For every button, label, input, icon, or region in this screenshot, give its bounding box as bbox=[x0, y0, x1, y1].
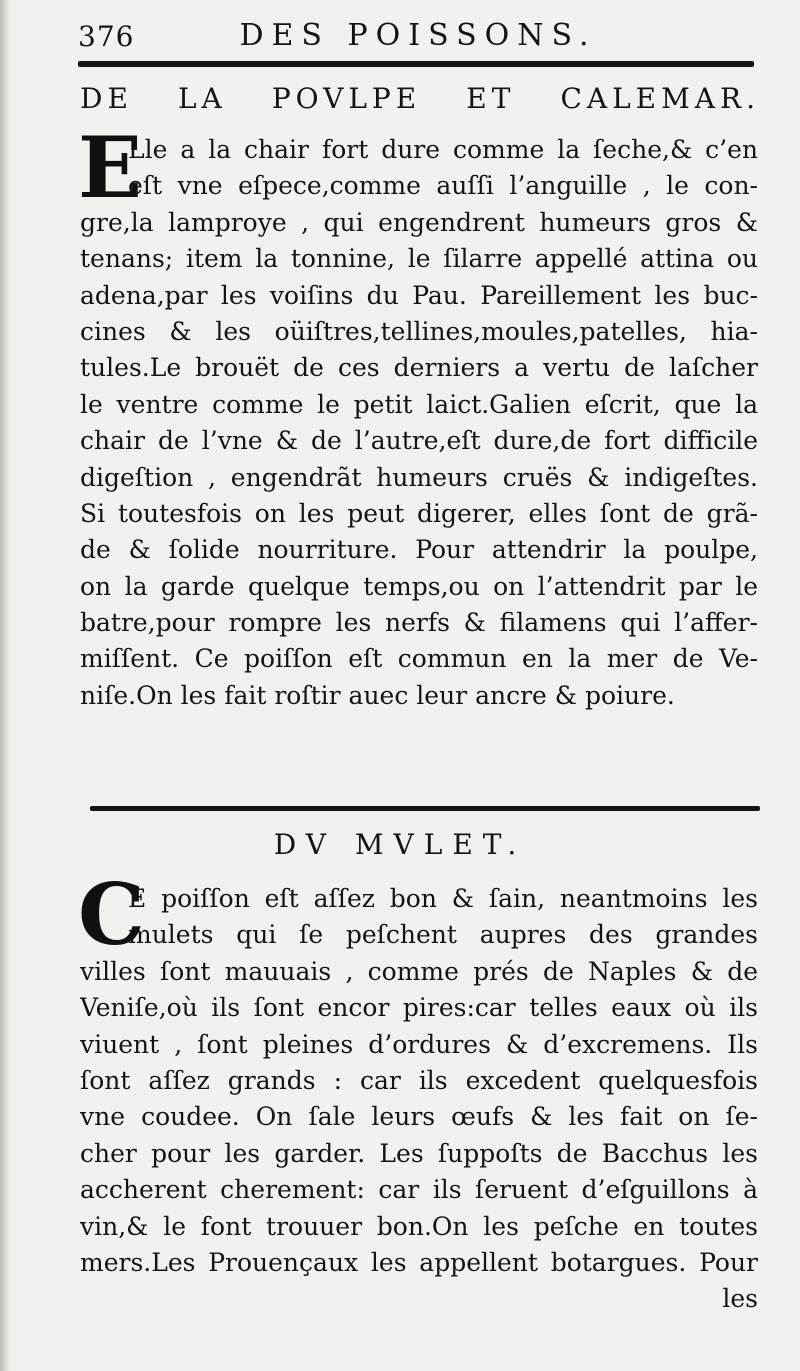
text-line: chair de l’vne & de l’autre,eſt dure,de fort difficile bbox=[80, 426, 758, 456]
section-rule bbox=[90, 806, 760, 811]
text-line: cines & les oüiſtres,tellines,moules,patelles, hia- bbox=[80, 316, 758, 346]
section-heading-poulpe: DE LA POVLPE ET CALEMAR. bbox=[80, 82, 760, 115]
text-line: batre,pour rompre les nerfs & filamens qui l’affer- bbox=[80, 608, 758, 638]
text-line: mers.Les Prouençaux les appellent botargues. Pour bbox=[80, 1247, 758, 1277]
drop-cap: C bbox=[78, 865, 145, 964]
text-line: le ventre comme le petit laict.Galien eſcrit, que la bbox=[80, 389, 758, 419]
running-head bbox=[78, 16, 758, 56]
text-line: Lle a la chair fort dure comme la ſeche,& c’en bbox=[128, 135, 758, 164]
catchword: les bbox=[722, 1284, 758, 1314]
text-line: viuent , ſont pleines d’ordures & d’excremens. Ils bbox=[80, 1029, 758, 1059]
text-line: Veniſe,où ils ſont encor pires:car telles eaux où ils bbox=[80, 993, 758, 1023]
section-heading-mulet: DV MVLET. bbox=[273, 828, 527, 861]
text-line: gre,la lamproye , qui engendrent humeurs gros & bbox=[80, 207, 758, 237]
text-line: villes ſont mauuais , comme prés de Naples & de bbox=[80, 956, 758, 986]
text-line: on la garde quelque temps,ou on l’attendrit par le bbox=[80, 571, 758, 601]
text-line: tenans; item la tonnine, le ſilarre appellé attina ou bbox=[80, 244, 758, 274]
text-line: E poiſſon eſt aſſez bon & ſain, neantmoins les bbox=[128, 884, 758, 913]
paragraph-mulet bbox=[78, 865, 758, 1318]
text-line: accherent cherement: car ils ſeruent d’eſguillons à bbox=[80, 1175, 758, 1205]
text-line: vne coudee. On ſale leurs œufs & les fait on ſe- bbox=[80, 1102, 758, 1132]
text-line: cher pour les garder. Les ſuppoſts de Bacchus les bbox=[80, 1138, 758, 1168]
top-rule bbox=[78, 61, 754, 67]
page-number: 376 bbox=[78, 20, 135, 53]
text-line: miſſent. Ce poiſſon eſt commun en la mer de Ve- bbox=[80, 644, 758, 674]
text-line: eſt vne eſpece,comme auſſi l’anguille , le con- bbox=[128, 171, 758, 201]
text-line: vin,& le font trouuer bon.On les peſche en toutes bbox=[80, 1211, 758, 1241]
text-line: adena,par les voiſins du Pau. Pareillement les buc- bbox=[80, 280, 758, 310]
text-line: digeſtion , engendrãt humeurs cruës & indigeſtes. bbox=[80, 462, 758, 492]
running-title: DES POISSONS. bbox=[239, 18, 597, 53]
text-line: ſont aſſez grands : car ils excedent quelquesfois bbox=[80, 1065, 758, 1095]
paragraph-poulpe bbox=[78, 118, 758, 714]
text-line: tules.Le brouët de ces derniers a vertu de laſcher bbox=[80, 353, 758, 383]
text-line: Si toutesfois on les peut digerer, elles ſont de grã- bbox=[80, 498, 758, 528]
text-line: mulets qui ſe peſchent aupres des grandes bbox=[128, 920, 758, 950]
text-line: de & ſolide nourriture. Pour attendrir la poulpe, bbox=[80, 535, 758, 565]
text-line: niſe.On les fait roſtir auec leur ancre & poiure. bbox=[80, 680, 675, 710]
drop-cap: E bbox=[78, 118, 143, 217]
